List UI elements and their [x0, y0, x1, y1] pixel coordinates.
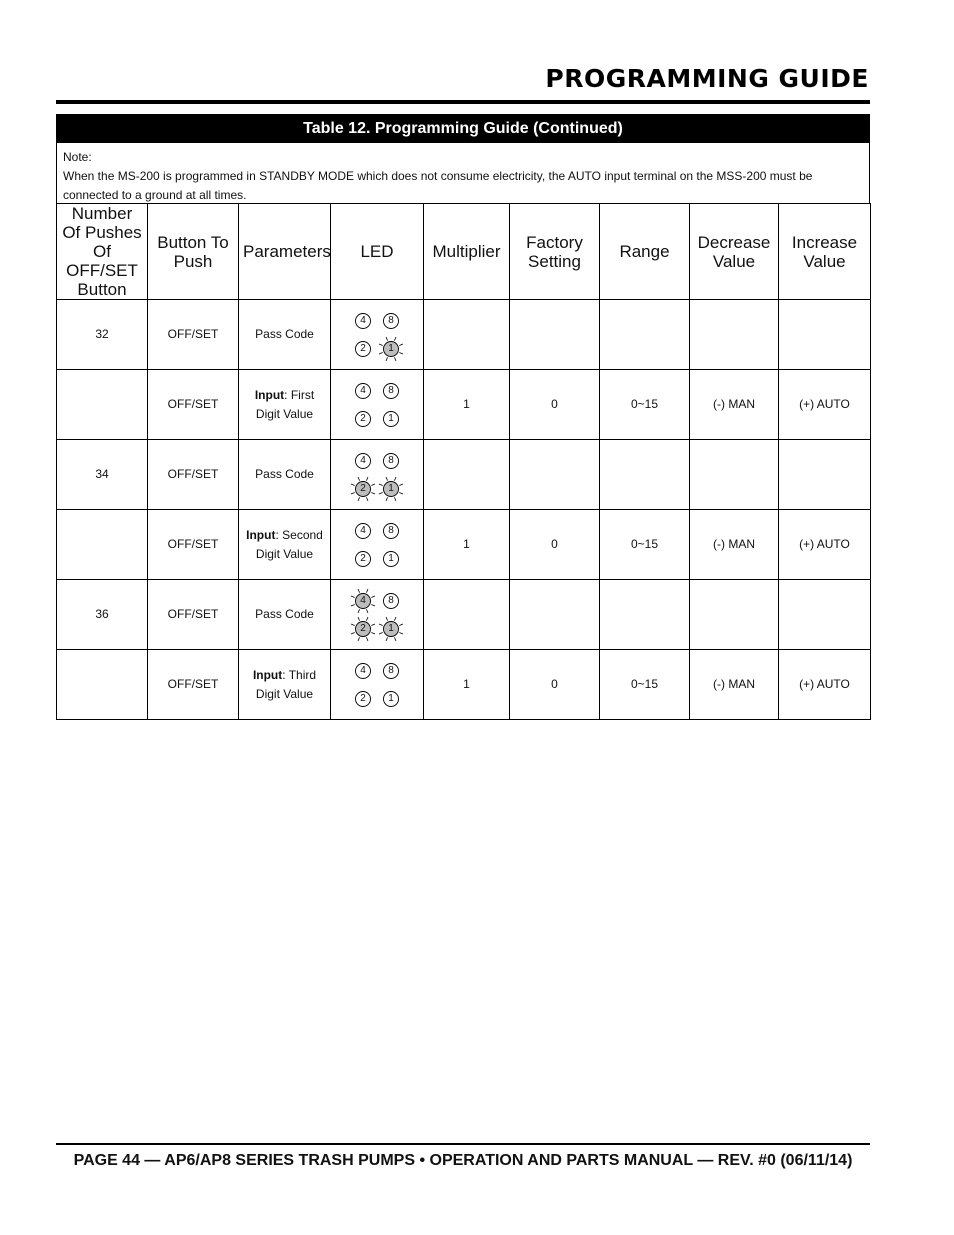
- page-footer: PAGE 44 — AP6/AP8 SERIES TRASH PUMPS • OPERATION AND PARTS MANUAL — REV. #0 (06/11/14): [73, 1152, 853, 1169]
- cell-range: [600, 300, 690, 370]
- cell-range: [600, 580, 690, 650]
- led-off-icon: [377, 377, 405, 405]
- note-box: [56, 143, 870, 203]
- parameter-text: : Second Digit Value: [255, 527, 323, 561]
- led-number: 1: [388, 692, 394, 704]
- led-lit-icon: [377, 475, 405, 503]
- led-lit-icon: [377, 615, 405, 643]
- led-number: 8: [388, 384, 394, 396]
- led-number: 8: [388, 454, 394, 466]
- led-number: 8: [388, 314, 394, 326]
- cell-led: [331, 300, 424, 370]
- led-number: 2: [360, 342, 366, 354]
- cell-pushes: 34: [57, 440, 148, 510]
- led-number: 4: [360, 384, 366, 396]
- led-number: 4: [360, 664, 366, 676]
- cell-increase-value: [779, 300, 871, 370]
- table-title: Table 12. Programming Guide (Continued): [56, 114, 870, 143]
- led-number: 2: [360, 482, 366, 494]
- cell-multiplier: [424, 580, 510, 650]
- cell-increase-value: [779, 580, 871, 650]
- table-row: [57, 370, 871, 440]
- table-row: [57, 440, 871, 510]
- cell-increase-value: (+) AUTO: [779, 370, 871, 440]
- led-off-icon: [349, 517, 377, 545]
- led-number: 1: [388, 552, 394, 564]
- cell-decrease-value: [690, 440, 779, 510]
- led-off-icon: [377, 517, 405, 545]
- cell-factory-setting: [510, 300, 600, 370]
- led-off-icon: [377, 447, 405, 475]
- parameter-text: Pass Code: [255, 607, 314, 621]
- cell-range: 0~15: [600, 650, 690, 720]
- led-off-icon: [377, 685, 405, 713]
- header-parameters: Parameters: [239, 204, 331, 300]
- cell-decrease-value: (-) MAN: [690, 650, 779, 720]
- cell-parameters: [239, 440, 331, 510]
- cell-increase-value: (+) AUTO: [779, 510, 871, 580]
- cell-multiplier: 1: [424, 650, 510, 720]
- header-range: Range: [600, 204, 690, 300]
- cell-pushes: 32: [57, 300, 148, 370]
- led-off-icon: [349, 377, 377, 405]
- led-off-icon: [349, 307, 377, 335]
- led-number: 4: [360, 524, 366, 536]
- led-off-icon: [377, 587, 405, 615]
- table-row: [57, 300, 871, 370]
- led-off-icon: [377, 307, 405, 335]
- cell-parameters: [239, 510, 331, 580]
- led-indicator-group: [349, 587, 405, 643]
- header-multiplier: Multiplier: [424, 204, 510, 300]
- cell-multiplier: [424, 300, 510, 370]
- note-label: Note:: [63, 150, 92, 164]
- led-off-icon: [349, 545, 377, 573]
- led-off-icon: [349, 405, 377, 433]
- led-number: 8: [388, 594, 394, 606]
- header-factory-setting: Factory Setting: [510, 204, 600, 300]
- led-off-icon: [377, 405, 405, 433]
- led-indicator-group: [349, 377, 405, 433]
- cell-multiplier: 1: [424, 510, 510, 580]
- cell-decrease-value: [690, 300, 779, 370]
- led-number: 4: [360, 454, 366, 466]
- led-off-icon: [349, 657, 377, 685]
- led-off-icon: [349, 685, 377, 713]
- cell-button: OFF/SET: [148, 440, 239, 510]
- cell-factory-setting: [510, 580, 600, 650]
- page-title: PROGRAMMING GUIDE: [545, 64, 869, 93]
- parameter-label-bold: Input: [254, 387, 285, 402]
- cell-factory-setting: [510, 440, 600, 510]
- parameter-text: Pass Code: [255, 327, 314, 341]
- parameter-text: Pass Code: [255, 467, 314, 481]
- header-row: [57, 204, 871, 300]
- cell-led: [331, 580, 424, 650]
- led-number: 1: [388, 622, 394, 634]
- cell-led: [331, 440, 424, 510]
- led-number: 1: [388, 412, 394, 424]
- led-lit-icon: [349, 587, 377, 615]
- header-decrease-value: Decrease Value: [690, 204, 779, 300]
- led-number: 4: [360, 594, 366, 606]
- cell-button: OFF/SET: [148, 650, 239, 720]
- cell-parameters: [239, 370, 331, 440]
- cell-decrease-value: (-) MAN: [690, 370, 779, 440]
- cell-range: [600, 440, 690, 510]
- parameter-text: : Third Digit Value: [255, 667, 317, 701]
- cell-factory-setting: 0: [510, 510, 600, 580]
- cell-led: [331, 370, 424, 440]
- note-text: When the MS-200 is programmed in STANDBY MODE which does not consume electricity, the AUTO input terminal on the MSS-200 must be connected to a ground at all times.: [63, 169, 813, 202]
- cell-decrease-value: (-) MAN: [690, 510, 779, 580]
- cell-decrease-value: [690, 580, 779, 650]
- cell-pushes: [57, 650, 148, 720]
- cell-led: [331, 650, 424, 720]
- led-off-icon: [349, 447, 377, 475]
- cell-range: 0~15: [600, 510, 690, 580]
- cell-factory-setting: 0: [510, 370, 600, 440]
- led-off-icon: [377, 545, 405, 573]
- cell-pushes: 36: [57, 580, 148, 650]
- parameter-text: : First Digit Value: [255, 387, 315, 421]
- led-off-icon: [349, 335, 377, 363]
- cell-multiplier: [424, 440, 510, 510]
- header-led: LED: [331, 204, 424, 300]
- cell-parameters: [239, 580, 331, 650]
- guide-table-body: [57, 300, 871, 720]
- led-number: 2: [360, 412, 366, 424]
- cell-button: OFF/SET: [148, 510, 239, 580]
- header-pushes: Number Of Pushes Of OFF/SET Button: [57, 204, 148, 300]
- led-number: 1: [388, 342, 394, 354]
- led-number: 4: [360, 314, 366, 326]
- led-number: 2: [360, 622, 366, 634]
- programming-guide-table: [56, 114, 870, 720]
- led-number: 8: [388, 664, 394, 676]
- header-increase-value: Increase Value: [779, 204, 871, 300]
- footer-rule: [56, 1143, 870, 1145]
- cell-increase-value: (+) AUTO: [779, 650, 871, 720]
- led-indicator-group: [349, 657, 405, 713]
- cell-parameters: [239, 300, 331, 370]
- header-button: Button To Push: [148, 204, 239, 300]
- led-indicator-group: [349, 447, 405, 503]
- cell-increase-value: [779, 440, 871, 510]
- cell-button: OFF/SET: [148, 300, 239, 370]
- led-indicator-group: [349, 307, 405, 363]
- led-number: 2: [360, 552, 366, 564]
- parameter-label-bold: Input: [252, 667, 283, 682]
- parameter-label-bold: Input: [246, 527, 276, 542]
- table-row: [57, 650, 871, 720]
- cell-factory-setting: 0: [510, 650, 600, 720]
- guide-table: [56, 203, 871, 720]
- cell-pushes: [57, 510, 148, 580]
- led-number: 2: [360, 692, 366, 704]
- led-off-icon: [377, 657, 405, 685]
- cell-parameters: [239, 650, 331, 720]
- led-number: 8: [388, 524, 394, 536]
- led-lit-icon: [349, 615, 377, 643]
- led-lit-icon: [377, 335, 405, 363]
- led-indicator-group: [349, 517, 405, 573]
- cell-led: [331, 510, 424, 580]
- led-number: 1: [388, 482, 394, 494]
- table-row: [57, 580, 871, 650]
- cell-multiplier: 1: [424, 370, 510, 440]
- title-rule: [56, 100, 870, 104]
- cell-button: OFF/SET: [148, 370, 239, 440]
- cell-button: OFF/SET: [148, 580, 239, 650]
- cell-pushes: [57, 370, 148, 440]
- table-row: [57, 510, 871, 580]
- led-lit-icon: [349, 475, 377, 503]
- cell-range: 0~15: [600, 370, 690, 440]
